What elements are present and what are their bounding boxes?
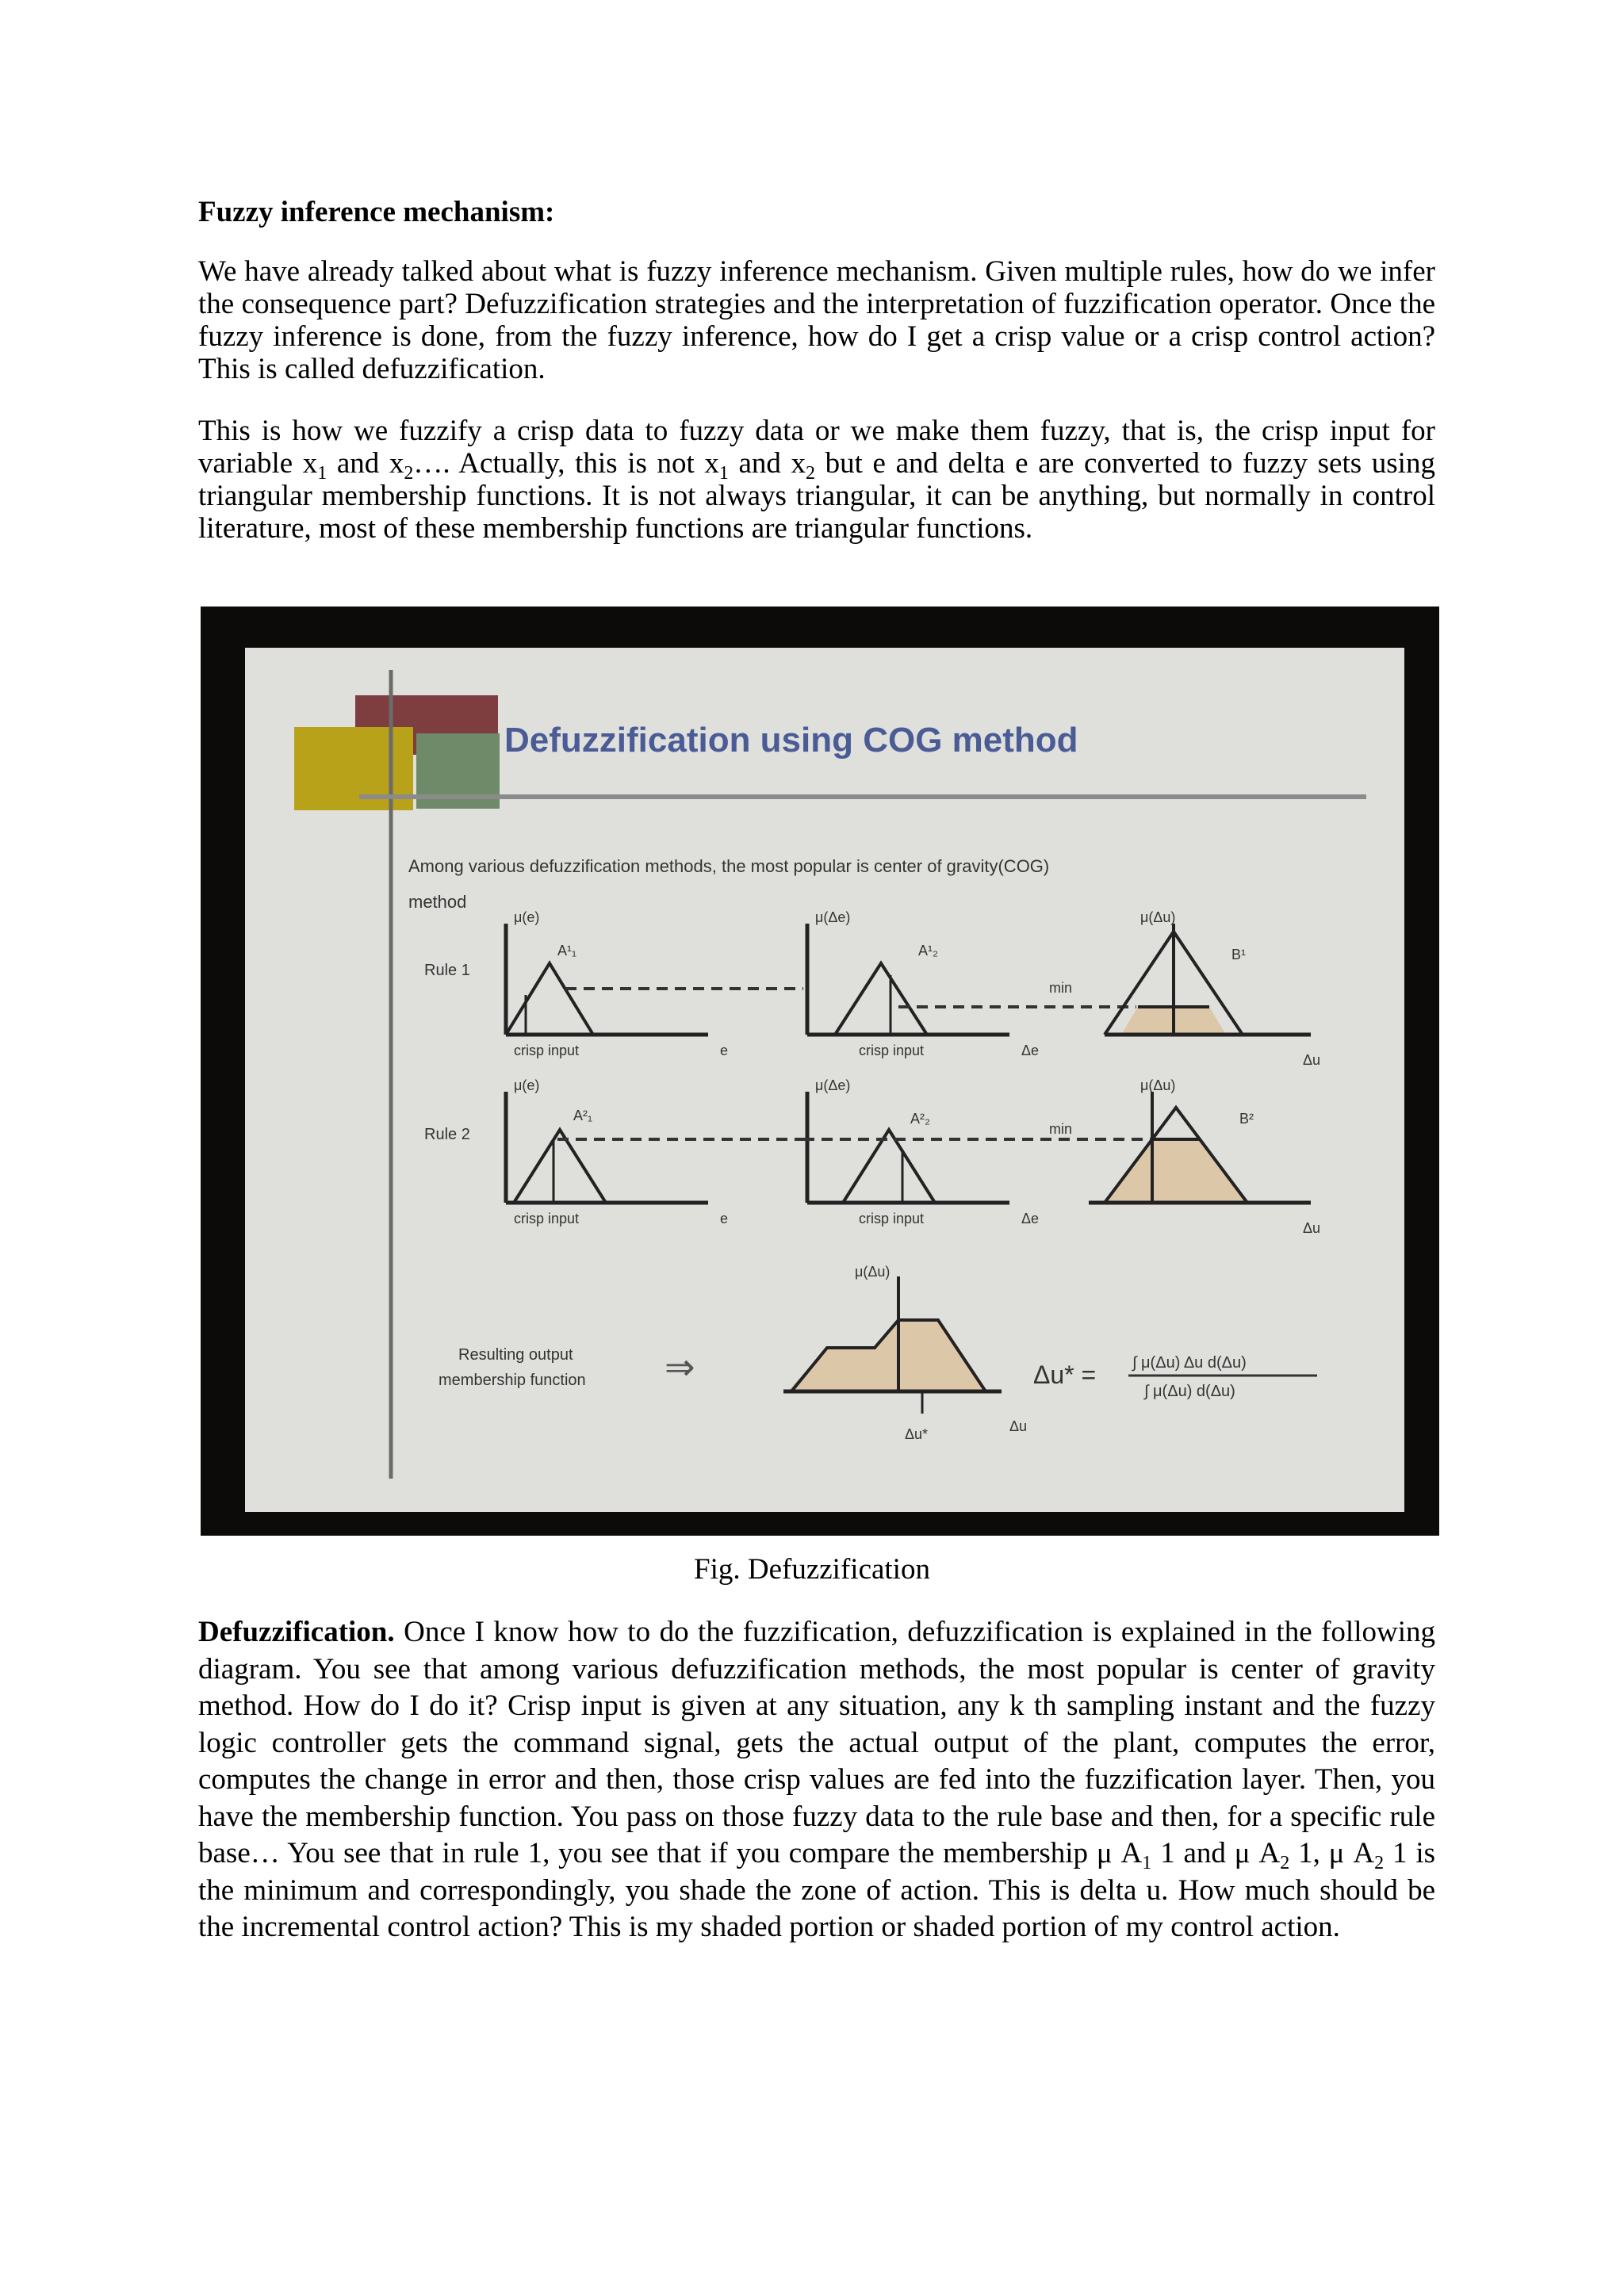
rule2-axis-du: Δu — [1303, 1220, 1321, 1236]
paragraph-defuzzification — [198, 1614, 1435, 1946]
slide-svg — [201, 607, 1439, 1536]
rule1-B1: B¹ — [1231, 947, 1246, 962]
text-span: but e and delta e are converted to fuzzy sets using triangular membership functions. It is not always triangular, it can be anything, but normally in control literature, most of these membership functions are triangular functions. — [198, 447, 1435, 545]
rule2-mu-de: μ(Δe) — [815, 1077, 851, 1093]
result-axis-du: Δu — [1009, 1418, 1028, 1434]
result-du-star: Δu* — [905, 1426, 929, 1442]
cog-lhs: Δu* = — [1033, 1360, 1097, 1389]
subscript: 1 — [1142, 1853, 1152, 1873]
figure-caption: Fig. Defuzzification — [694, 1553, 930, 1586]
resulting-line1: Resulting output — [458, 1346, 573, 1364]
cog-denominator: ∫ μ(Δu) d(Δu) — [1144, 1383, 1235, 1400]
text-span: This is how we fuzzify a crisp data to fuzzy data or we make them fuzzy, that is, the crisp input for variable x — [198, 415, 1435, 480]
slide-title: Defuzzification using COG method — [504, 721, 1078, 760]
subscript: 2 — [404, 463, 414, 484]
rule2-B2: B² — [1239, 1111, 1254, 1127]
rule1-mu-e: μ(e) — [514, 909, 540, 925]
slide-intro-line1: Among various defuzzification methods, the most popular is center of gravity(COG) — [408, 856, 1050, 876]
paragraph-fuzzify — [198, 415, 1435, 545]
rule1-axis-e: e — [720, 1043, 729, 1058]
rule1-A11: A¹₁ — [557, 943, 577, 959]
text-span: and x — [728, 447, 806, 480]
rule1-min: min — [1049, 980, 1073, 996]
text-span: and x — [327, 447, 404, 480]
result-mu-du: μ(Δu) — [855, 1264, 891, 1280]
rule2-min: min — [1049, 1121, 1073, 1137]
subscript: 2 — [1280, 1853, 1290, 1873]
text-span: Once I know how to do the fuzzification, defuzzification is explained in the following diagram. You see that among various defuzzification methods, the most popular is center of gravity method. How do I do it? Crisp input is given at any situation, any k th sampling instant and the fuzzy logic controller gets the command signal, gets the actual output of the plant, computes the error, computes the change in error and then, those crisp values are fed into the fuzzification layer. Then, you have the membership function. You pass on those fuzzy data to the rule base and then, for a specific rule base… You see that in rule 1, you see that if you compare the membership μ A — [198, 1616, 1435, 1869]
rule1-crisp-input-e: crisp input — [514, 1043, 580, 1058]
rule2-mu-du: μ(Δu) — [1140, 1077, 1176, 1093]
bold-lead: Defuzzification. — [198, 1616, 395, 1648]
defuzzification-figure — [201, 607, 1439, 1536]
text-span: 1, μ A — [1289, 1837, 1375, 1869]
implies-arrow: ⇒ — [665, 1346, 695, 1387]
text-span: 1 and μ A — [1151, 1837, 1281, 1869]
rule2-crisp-input-de: crisp input — [859, 1211, 925, 1226]
subscript: 2 — [806, 463, 816, 484]
rule1-mu-du: μ(Δu) — [1140, 909, 1176, 925]
rule1-axis-de: Δe — [1021, 1043, 1040, 1058]
rule1-A12: A¹₂ — [918, 943, 938, 959]
rule2-axis-e: e — [720, 1211, 729, 1226]
section-heading: Fuzzy inference mechanism: — [198, 196, 555, 228]
rule2-axis-de: Δe — [1021, 1211, 1040, 1226]
subscript: 1 — [317, 463, 327, 484]
rule2-A21: A²₁ — [573, 1108, 593, 1123]
rule2-A22: A²₂ — [910, 1111, 930, 1127]
subscript: 1 — [718, 463, 729, 484]
text-span: …. Actually, this is not x — [413, 447, 719, 480]
rule1-axis-du: Δu — [1303, 1052, 1321, 1068]
rule1-label: Rule 1 — [424, 962, 470, 979]
rule2-label: Rule 2 — [424, 1126, 470, 1143]
rule2-mu-e: μ(e) — [514, 1077, 540, 1093]
text-span: 1 is the minimum and correspondingly, you shade the zone of action. This is delta u. How much should be the incremental control action? This is my shaded portion or shaded portion of my control action. — [198, 1837, 1435, 1943]
rule1-crisp-input-de: crisp input — [859, 1043, 925, 1058]
rule1-mu-de: μ(Δe) — [815, 909, 851, 925]
cog-numerator: ∫ μ(Δu) Δu d(Δu) — [1132, 1354, 1247, 1372]
rule2-crisp-input-e: crisp input — [514, 1211, 580, 1226]
resulting-line2: membership function — [439, 1372, 586, 1389]
slide-intro-line2: method — [408, 892, 467, 912]
subscript: 2 — [1374, 1853, 1385, 1873]
paragraph-intro: We have already talked about what is fuzzy inference mechanism. Given multiple rules, how do we infer the consequence part? Defuzzification strategies and the interpretation of fuzzification operator. Once the fuzzy inference is done, from the fuzzy inference, how do I get a crisp value or a crisp control action? This is called defuzzification. — [198, 255, 1435, 385]
